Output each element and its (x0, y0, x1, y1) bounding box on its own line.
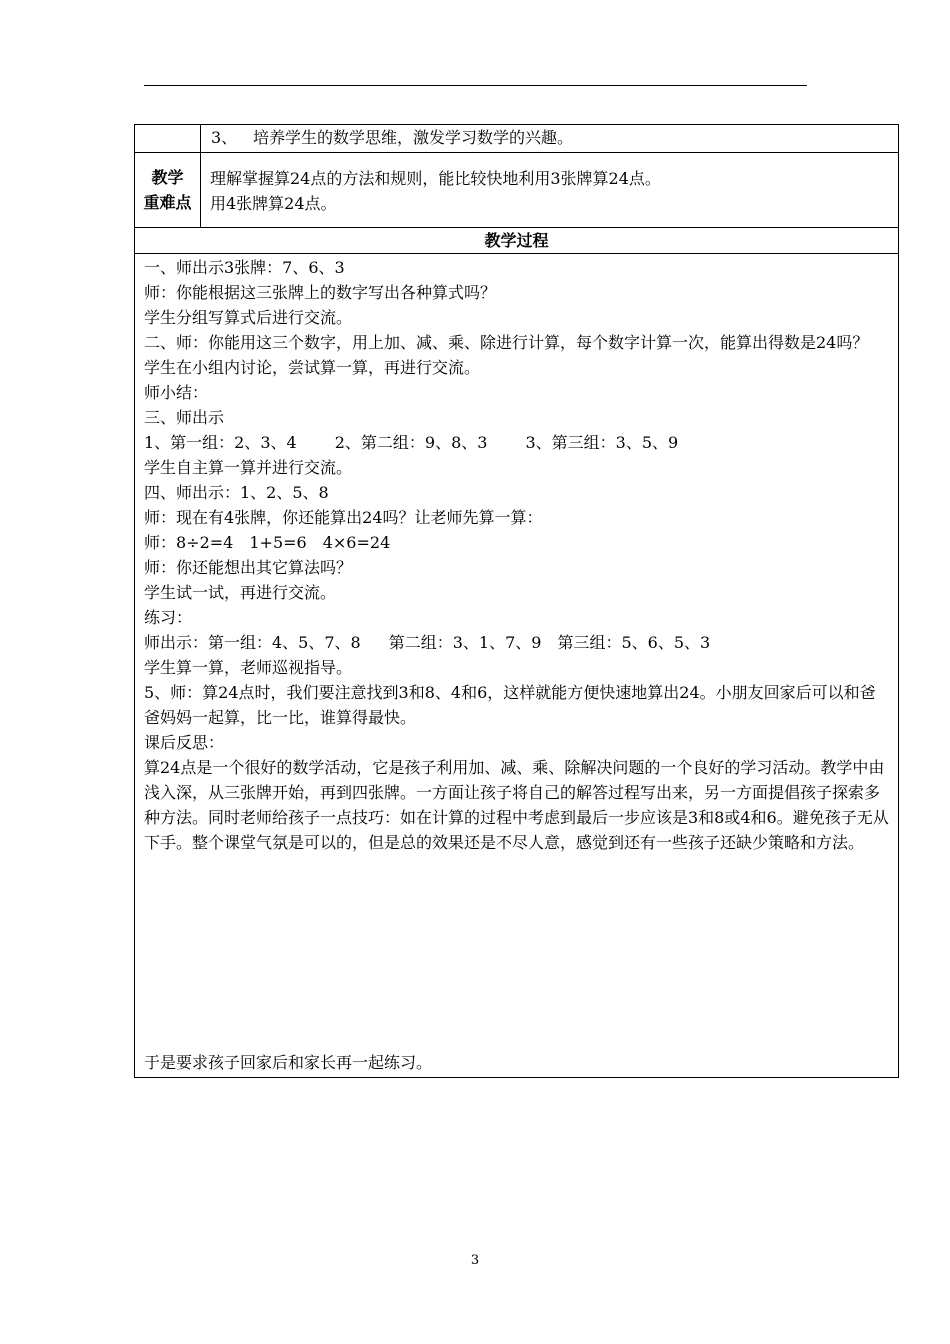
group-item: 2、第二组：9、8、3 (334, 433, 488, 452)
practice-line (144, 630, 890, 655)
process-line: 学生算一算，老师巡视指导。 (144, 658, 353, 677)
page-number: 3 (470, 1253, 480, 1268)
process-line: 一、师出示3张牌：7、6、3 (144, 258, 345, 277)
process-line: 学生自主算一算并进行交流。 (144, 458, 353, 477)
lesson-plan-table (134, 124, 899, 1078)
process-line: 三、师出示 (144, 408, 225, 427)
process-paragraph: 二、师：你能用这三个数字，用上加、减、乘、除进行计算，每个数字计算一次，能算出得数是24吗？ (144, 333, 869, 352)
process-line: 师：你能根据这三张牌上的数字写出各种算式吗？ (144, 283, 497, 302)
difficulty-row (135, 153, 899, 228)
practice-item: 第二组：3、1、7、9 (388, 633, 542, 652)
process-line: 学生试一试，再进行交流。 (144, 583, 337, 602)
process-line: 师小结： (144, 383, 209, 402)
process-line: 师：现在有4张牌，你还能算出24吗？让老师先算一算： (144, 508, 543, 527)
group-item: 3、第三组：3、5、9 (525, 433, 679, 452)
goal-text: 培养学生的数学思维，激发学习数学的兴趣。 (253, 128, 574, 147)
difficulty-line: 用4张牌算24点。 (210, 194, 337, 213)
calc-step: 4×6=24 (322, 533, 391, 552)
calc-step: 师：8÷2=4 (144, 533, 234, 552)
process-paragraph: 5、师：算24点时，我们要注意找到3和8、4和6，这样就能方便快速地算出24。小朋友回家后可以和爸爸妈妈一起算，比一比，谁算得最快。 (144, 683, 876, 727)
groups-line (144, 430, 890, 455)
process-line: 师：你还能想出其它算法吗？ (144, 558, 353, 577)
process-line: 练习： (144, 608, 193, 627)
process-line: 四、师出示：1、2、5、8 (144, 483, 329, 502)
goal-cell (201, 125, 899, 153)
process-line: 学生在小组内讨论，尝试算一算，再进行交流。 (144, 358, 481, 377)
process-content-cell (135, 254, 899, 1078)
process-line: 课后反思： (144, 733, 225, 752)
practice-item: 师出示：第一组：4、5、7、8 (144, 633, 361, 652)
header-rule (144, 85, 807, 86)
difficulty-label-line2: 重难点 (143, 193, 192, 212)
process-title: 教学过程 (135, 228, 899, 254)
process-header-row (135, 228, 899, 254)
difficulty-line: 理解掌握算24点的方法和规则，能比较快地利用3张牌算24点。 (210, 169, 661, 188)
process-row (135, 254, 899, 1078)
group-item: 1、第一组：2、3、4 (144, 433, 297, 452)
calc-line (144, 530, 890, 555)
calc-step: 1+5=6 (249, 533, 307, 552)
process-line: 学生分组写算式后进行交流。 (144, 308, 353, 327)
process-last-line: 于是要求孩子回家后和家长再一起练习。 (144, 1053, 433, 1072)
practice-item: 第三组：5、6、5、3 (557, 633, 711, 652)
difficulty-label-line1: 教学 (151, 168, 184, 187)
reflection-paragraph: 算24点是一个很好的数学活动，它是孩子利用加、减、乘、除解决问题的一个良好的学习活动。教学中由浅入深，从三张牌开始，再到四张牌。一方面让孩子将自己的解答过程写出来，另一方面提倡孩子探索多种方法。同时老师给孩子一点技巧：如在计算的过程中考虑到最后一步应该是3和8或4和6。避免孩子无从下手。整个课堂气氛是可以的，但是总的效果还是不尽人意，感觉到还有一些孩子还缺少策略和方法。 (144, 758, 889, 852)
difficulty-content-cell (201, 153, 899, 228)
goal-row (135, 125, 899, 153)
goal-number: 3、 (211, 128, 238, 147)
difficulty-label-cell (135, 153, 201, 228)
goal-label-cell (135, 125, 201, 153)
